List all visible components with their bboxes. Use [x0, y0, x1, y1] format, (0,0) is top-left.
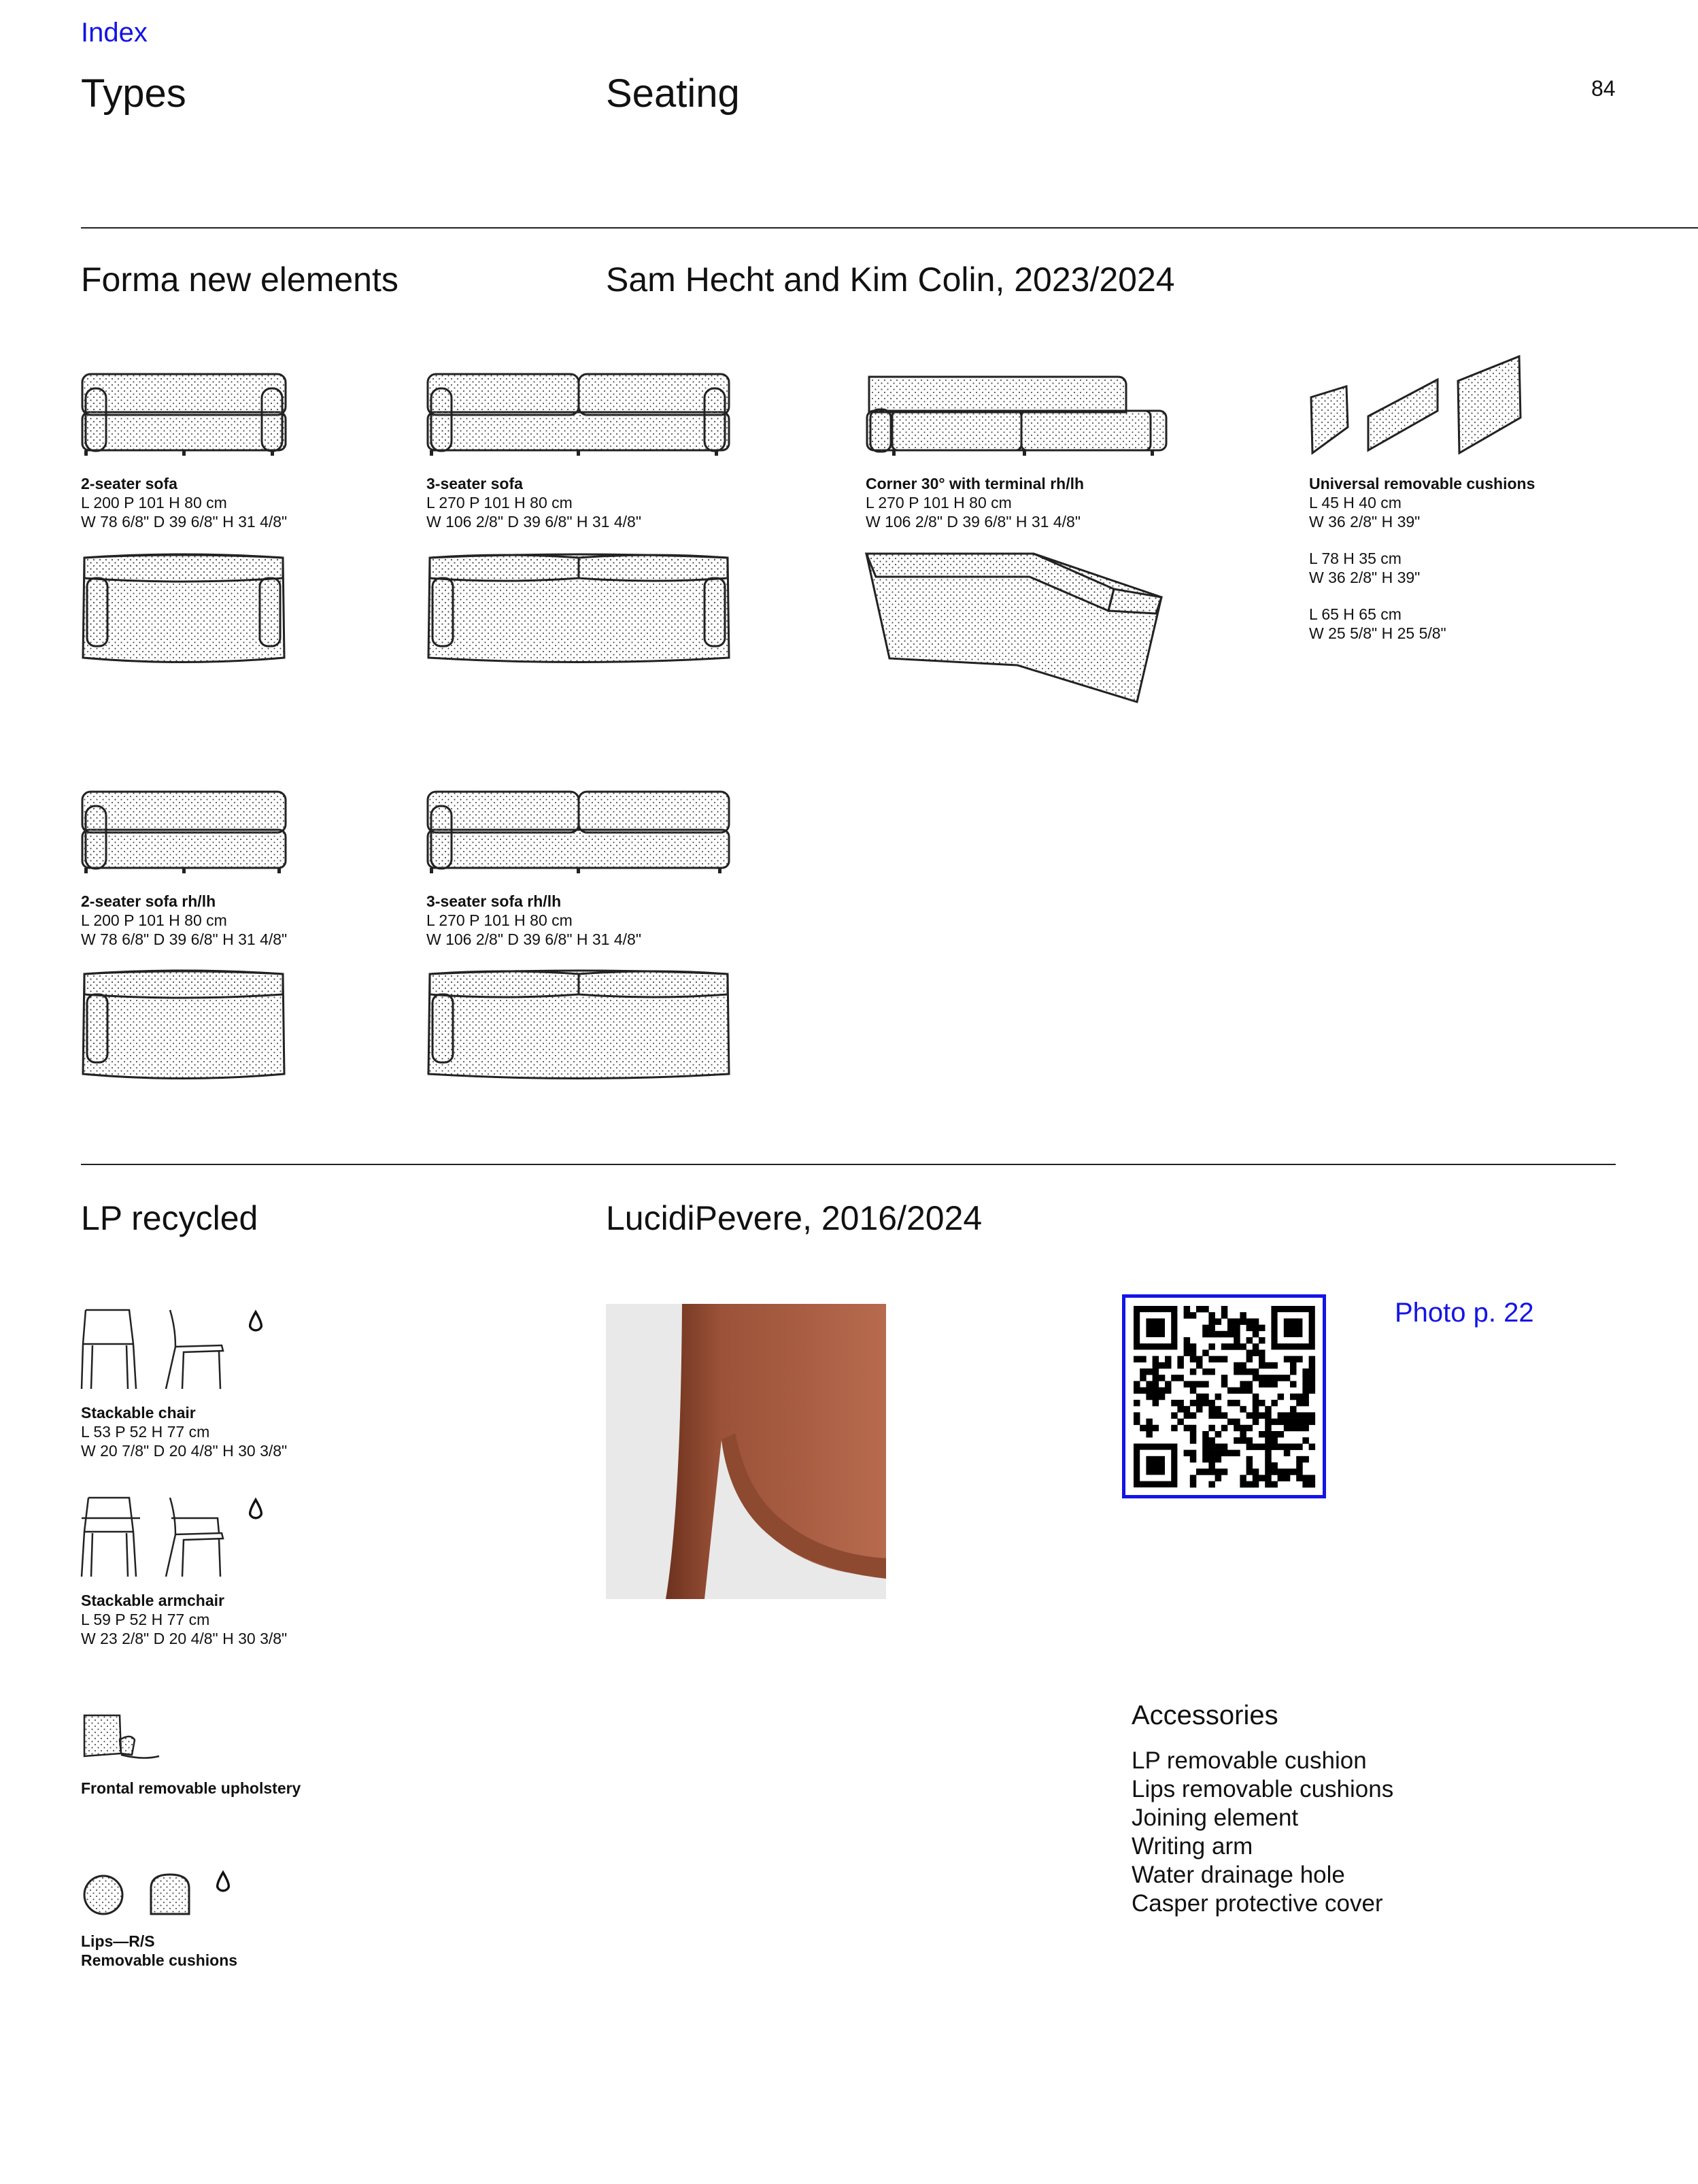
product-name: 2-seater sofa rh/lh [81, 892, 216, 910]
dimension-metric: L 53 P 52 H 77 cm [81, 1423, 210, 1441]
dimension-metric: L 78 H 35 cm [1309, 550, 1402, 567]
qr-code-icon [1125, 1298, 1323, 1495]
product-name: Lips—R/S [81, 1932, 155, 1950]
product-caption [426, 892, 641, 949]
page-number: 84 [1591, 76, 1616, 101]
stackable-chair-drawing [82, 1307, 272, 1392]
frontal-upholstery-drawing [82, 1713, 163, 1767]
dimension-imperial: W 78 6/8" D 39 6/8" H 31 4/8" [81, 513, 288, 531]
product-caption [81, 892, 287, 949]
dimension-imperial: W 106 2/8" D 39 6/8" H 31 4/8" [426, 930, 642, 948]
product-name: 3-seater sofa [426, 475, 523, 492]
product-caption [81, 1932, 237, 1970]
qr-code[interactable] [1122, 1294, 1326, 1498]
three-seater-sofa-top-drawing [426, 552, 732, 668]
product-caption [866, 474, 1084, 531]
dimension-imperial: W 20 7/8" D 20 4/8" H 30 3/8" [81, 1442, 288, 1460]
two-seater-sofa-rhlh-front-drawing [80, 789, 288, 874]
product-caption [1309, 474, 1535, 643]
dimension-imperial: W 78 6/8" D 39 6/8" H 31 4/8" [81, 930, 288, 948]
accessory-item: LP removable cushion [1132, 1747, 1367, 1774]
three-seater-sofa-rhlh-front-drawing [426, 789, 732, 874]
two-seater-sofa-rhlh-top-drawing [80, 969, 288, 1084]
accessory-item: Writing arm [1132, 1833, 1253, 1860]
water-drop-icon [246, 1498, 265, 1522]
water-drop-icon [246, 1310, 265, 1334]
types-heading: Types [81, 71, 186, 116]
two-seater-sofa-front-drawing [80, 371, 288, 456]
product-name: Frontal removable upholstery [81, 1779, 301, 1797]
product-caption [81, 1591, 287, 1648]
dimension-metric: L 270 P 101 H 80 cm [866, 494, 1012, 511]
product-name: 3-seater sofa rh/lh [426, 892, 562, 910]
dimension-imperial: W 106 2/8" D 39 6/8" H 31 4/8" [426, 513, 642, 531]
product-caption [81, 1779, 301, 1798]
dimension-metric: L 200 P 101 H 80 cm [81, 494, 227, 511]
dimension-metric: L 270 P 101 H 80 cm [426, 911, 573, 929]
product-name: Universal removable cushions [1309, 475, 1535, 492]
dimension-imperial: W 25 5/8" H 25 5/8" [1309, 624, 1446, 642]
lips-cushions-drawing [83, 1870, 199, 1919]
dimension-metric: L 200 P 101 H 80 cm [81, 911, 227, 929]
section-designer: Sam Hecht and Kim Colin, 2023/2024 [606, 261, 1175, 299]
water-drop-icon [214, 1870, 233, 1895]
accessory-item: Joining element [1132, 1804, 1299, 1831]
accessories-title: Accessories [1132, 1700, 1278, 1730]
section-title: LP recycled [81, 1199, 258, 1237]
chair-photo-illustration [606, 1304, 886, 1599]
product-subname: Removable cushions [81, 1951, 238, 1969]
dimension-metric: L 65 H 65 cm [1309, 605, 1402, 623]
accessories-list [1132, 1747, 1393, 1918]
dimension-metric: L 45 H 40 cm [1309, 494, 1402, 511]
three-seater-sofa-front-drawing [426, 371, 732, 456]
dimension-imperial: W 36 2/8" H 39" [1309, 513, 1421, 531]
two-seater-sofa-top-drawing [80, 552, 288, 668]
product-caption [426, 474, 641, 531]
dimension-imperial: W 36 2/8" H 39" [1309, 569, 1421, 586]
product-name: 2-seater sofa [81, 475, 177, 492]
product-caption [81, 1403, 287, 1460]
corner-sofa-top-drawing [864, 551, 1170, 704]
product-name: Corner 30° with terminal rh/lh [866, 475, 1085, 492]
divider-middle [81, 1164, 1616, 1165]
accessory-item: Lips removable cushions [1132, 1776, 1394, 1802]
dimension-imperial: W 23 2/8" D 20 4/8" H 30 3/8" [81, 1630, 288, 1647]
product-name: Stackable armchair [81, 1592, 224, 1609]
universal-cushions-drawing [1308, 354, 1526, 456]
product-name: Stackable chair [81, 1404, 196, 1422]
dimension-metric: L 270 P 101 H 80 cm [426, 494, 573, 511]
index-link[interactable]: Index [81, 18, 148, 48]
stackable-armchair-drawing [82, 1495, 272, 1579]
photo-link[interactable]: Photo p. 22 [1395, 1298, 1534, 1328]
accessory-item: Water drainage hole [1132, 1862, 1345, 1888]
dimension-imperial: W 106 2/8" D 39 6/8" H 31 4/8" [866, 513, 1081, 531]
divider-top [81, 227, 1698, 229]
three-seater-sofa-rhlh-top-drawing [426, 969, 732, 1084]
corner-sofa-front-drawing [865, 373, 1171, 458]
dimension-metric: L 59 P 52 H 77 cm [81, 1611, 210, 1628]
section-title: Forma new elements [81, 261, 398, 299]
section-designer: LucidiPevere, 2016/2024 [606, 1199, 983, 1237]
category-heading: Seating [606, 71, 740, 116]
accessory-item: Casper protective cover [1132, 1890, 1383, 1917]
chair-photo [606, 1304, 886, 1599]
product-caption [81, 474, 287, 531]
